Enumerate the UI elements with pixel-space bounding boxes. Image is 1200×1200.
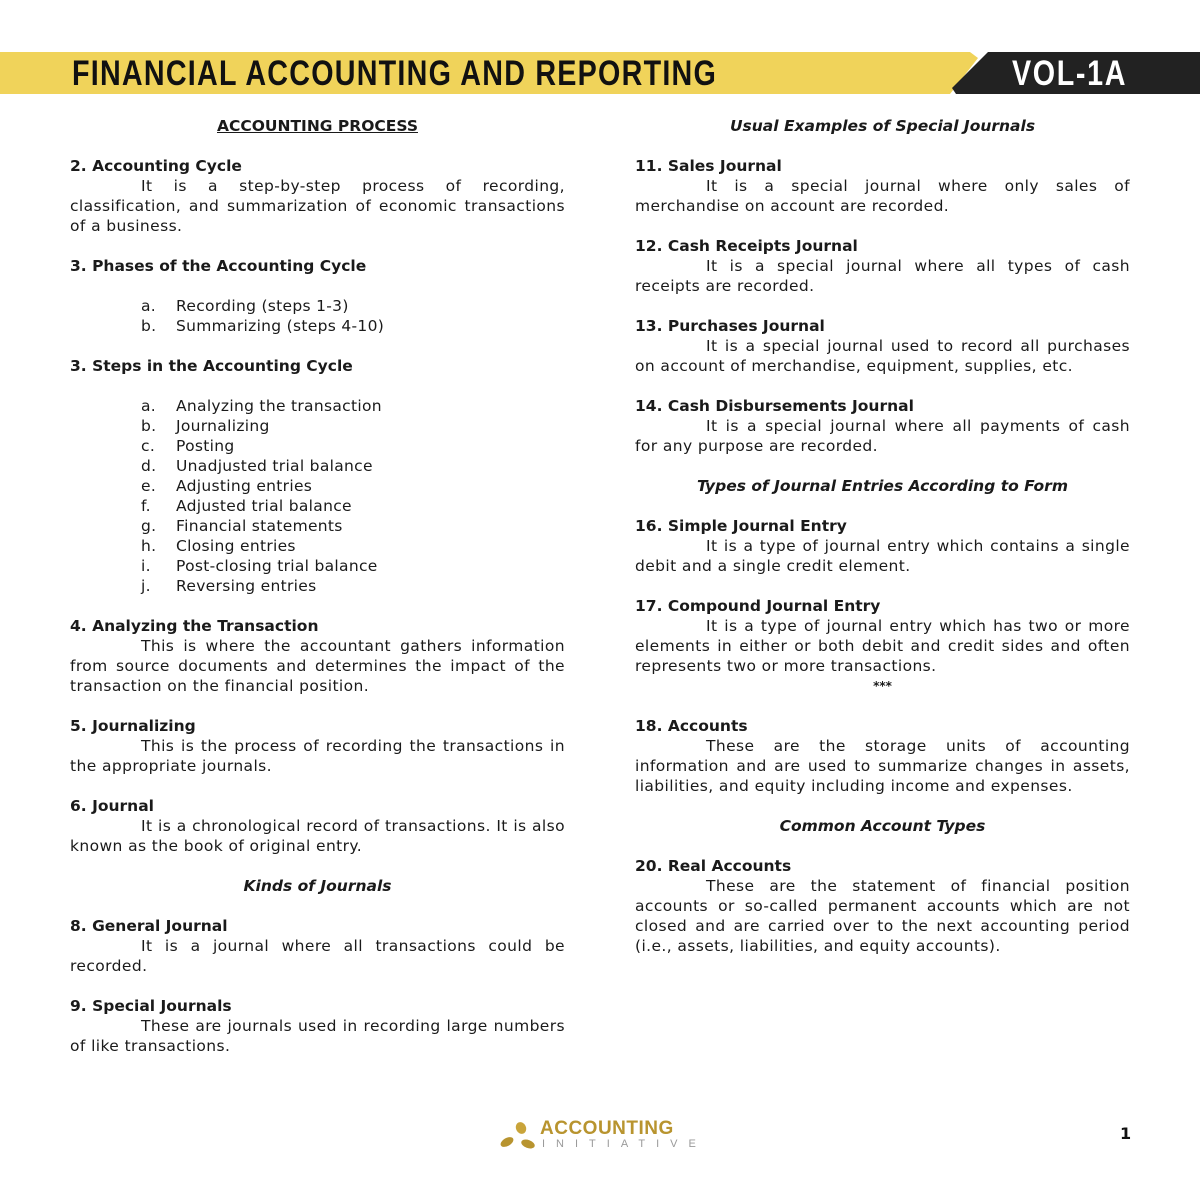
logo-wordmark: ACCOUNTING [540,1118,674,1139]
list-item [141,316,565,336]
section-title: ACCOUNTING PROCESS [217,117,418,135]
item-heading: 20. Real Accounts [635,857,792,875]
item-heading: 17. Compound Journal Entry [635,597,881,615]
item-heading: 3. Steps in the Accounting Cycle [70,357,353,375]
item-heading: 5. Journalizing [70,717,196,735]
definition-item [70,996,565,1056]
list-marker: a. [141,297,157,315]
item-heading: 3. Phases of the Accounting Cycle [70,257,367,275]
item-body: It is a journal where all transactions could be recorded. [70,937,565,975]
item-body: It is a special journal where all payments of cash for any purpose are recorded. [635,417,1130,455]
list-marker: i. [141,557,151,575]
list-text: Financial statements [176,517,343,535]
footer-logo [498,1119,708,1153]
item-heading: 14. Cash Disbursements Journal [635,397,914,415]
list-item [141,436,565,456]
definition-item [635,156,1130,216]
logo-subtitle: INITIATIVE [542,1138,707,1150]
list-text: Post-closing trial balance [176,557,378,575]
item-heading: 4. Analyzing the Transaction [70,617,319,635]
list-text: Closing entries [176,537,296,555]
definition-item [70,156,565,236]
definition-item [635,236,1130,296]
item-heading: 6. Journal [70,797,154,815]
phases-list [70,296,565,336]
list-item [141,516,565,536]
subsection-title: Common Account Types [779,817,986,835]
list-text: Unadjusted trial balance [176,457,373,475]
list-text: Journalizing [176,417,270,435]
item-body: It is a special journal used to record all purchases on account of merchandise, equipment, supplies, etc. [635,337,1130,375]
separator-stars: *** [873,679,892,693]
list-item [141,456,565,476]
definition-item [70,256,565,336]
item-body: It is a type of journal entry which has two or more elements in either or both debit and credit sides and often represents two or more transactions. [635,617,1130,675]
list-marker: b. [141,417,157,435]
subsection-title: Usual Examples of Special Journals [729,117,1036,135]
item-heading: 13. Purchases Journal [635,317,825,335]
definition-item [635,716,1130,796]
list-item [141,556,565,576]
item-heading: 9. Special Journals [70,997,232,1015]
list-marker: d. [141,457,157,475]
volume-label: VOL-1A [1012,54,1128,93]
item-heading: 8. General Journal [70,917,228,935]
list-item [141,296,565,316]
item-heading: 11. Sales Journal [635,157,782,175]
page-header [0,52,1200,94]
page-number: 1 [1120,1124,1132,1143]
item-heading: 18. Accounts [635,717,748,735]
list-item [141,396,565,416]
item-body: It is a step-by-step process of recording, classification, and summarization of economic transactions of a business. [70,177,565,235]
three-petal-logo-icon [498,1121,538,1151]
item-body: This is the process of recording the transactions in the appropriate journals. [70,737,565,775]
document-title: FINANCIAL ACCOUNTING AND REPORTING [72,54,718,93]
item-body: It is a special journal where only sales of merchandise on account are recorded. [635,177,1130,215]
list-text: Recording (steps 1-3) [176,297,349,315]
subsection-title: Types of Journal Entries According to Form [697,477,1068,495]
item-body: It is a chronological record of transactions. It is also known as the book of original entry. [70,817,565,855]
item-body: These are the statement of financial position accounts or so-called permanent accounts which are not closed and are carried over to the next accounting period (i.e., assets, liabilities, and equity accounts). [635,877,1130,955]
definition-item [70,356,565,596]
definition-item [70,716,565,776]
definition-item [70,796,565,856]
right-column [635,116,1130,976]
list-item [141,416,565,436]
definition-item [70,916,565,976]
item-body: This is where the accountant gathers information from source documents and determines the impact of the transaction on the financial position. [70,637,565,695]
definition-item [635,596,1130,676]
item-body: These are journals used in recording large numbers of like transactions. [70,1017,565,1055]
definition-item [70,616,565,696]
list-text: Summarizing (steps 4-10) [176,317,385,335]
list-marker: j. [141,577,151,595]
list-marker: f. [141,497,151,515]
list-marker: h. [141,537,157,555]
left-column [70,116,565,1076]
list-text: Posting [176,437,235,455]
list-item [141,476,565,496]
item-body: These are the storage units of accounting information and are used to summarize changes in assets, liabilities, and equity including income and expenses. [635,737,1130,795]
item-heading: 2. Accounting Cycle [70,157,242,175]
item-body: It is a type of journal entry which contains a single debit and a single credit element. [635,537,1130,575]
list-item [141,576,565,596]
subsection-title: Kinds of Journals [243,877,392,895]
list-marker: e. [141,477,157,495]
list-marker: a. [141,397,157,415]
list-text: Adjusting entries [176,477,313,495]
list-item [141,496,565,516]
item-body: It is a special journal where all types of cash receipts are recorded. [635,257,1130,295]
definition-item [635,316,1130,376]
definition-item [635,396,1130,456]
list-text: Reversing entries [176,577,317,595]
item-heading: 16. Simple Journal Entry [635,517,847,535]
item-heading: 12. Cash Receipts Journal [635,237,858,255]
definition-item [635,516,1130,576]
list-marker: g. [141,517,157,535]
list-marker: c. [141,437,156,455]
list-item [141,536,565,556]
steps-list [70,396,565,596]
list-marker: b. [141,317,157,335]
list-text: Analyzing the transaction [176,397,382,415]
list-text: Adjusted trial balance [176,497,352,515]
definition-item [635,856,1130,956]
